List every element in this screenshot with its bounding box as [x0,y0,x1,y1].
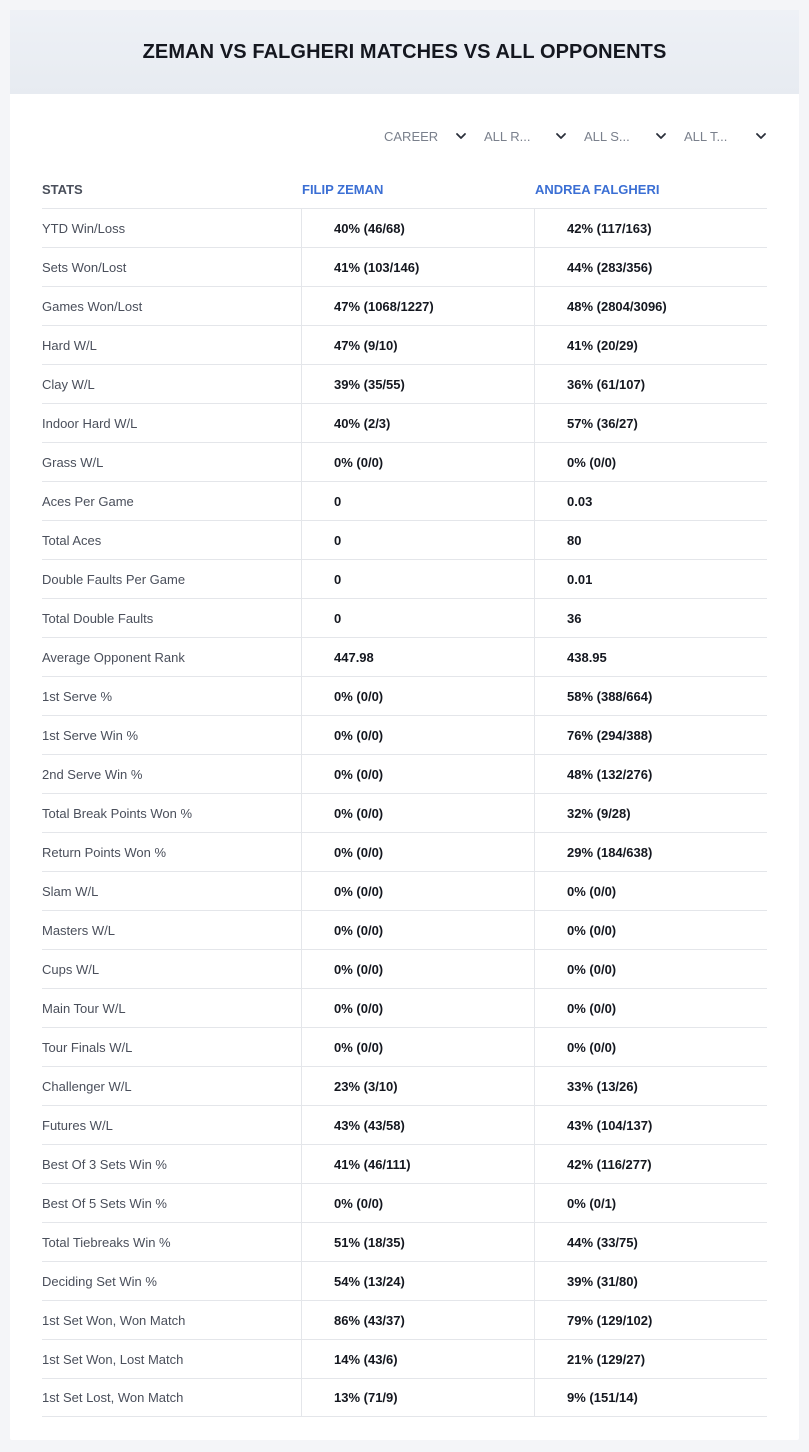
filter-period-value: CAREER [384,128,439,144]
stat-label: Indoor Hard W/L [42,404,302,442]
player1-stat-value: 13% (71/9) [302,1379,535,1416]
stat-label: Best Of 5 Sets Win % [42,1184,302,1222]
player2-stat-value: 0% (0/0) [567,1039,617,1055]
player2-stat-value: 42% (116/277) [567,1156,652,1172]
filter-surface-select[interactable] [574,124,674,148]
stat-label: 1st Set Won, Won Match [42,1301,302,1339]
player1-stat-value: 447.98 [302,638,535,676]
card-header [10,10,799,94]
player1-stat-value: 0% (0/0) [302,443,535,481]
table-row [42,949,767,988]
player2-stat-value: 33% (13/26) [567,1078,638,1094]
stat-label: Total Aces [42,521,302,559]
stat-label: Grass W/L [42,443,302,481]
player2-stat-value: 36 [567,610,582,626]
player2-stat-value: 79% (129/102) [567,1312,653,1328]
table-row [42,247,767,286]
filter-round-value: ALL R... [484,128,531,144]
stat-label: Cups W/L [42,950,302,988]
stat-label: 1st Serve % [42,677,302,715]
stat-label: Main Tour W/L [42,989,302,1027]
player2-stat-value: 0% (0/1) [567,1195,617,1211]
player1-stat-value: 41% (46/111) [302,1145,535,1183]
player2-stat-value: 76% (294/388) [567,727,653,743]
table-row [42,1144,767,1183]
stat-label: Games Won/Lost [42,287,302,325]
player1-stat-value: 0% (0/0) [302,716,535,754]
table-row [42,1027,767,1066]
stat-label: Sets Won/Lost [42,248,302,286]
filter-period-select[interactable] [374,124,474,148]
player2-stat-value: 0% (0/0) [567,961,617,977]
table-row [42,1261,767,1300]
player1-stat-value: 0% (0/0) [302,911,535,949]
stat-label: Return Points Won % [42,833,302,871]
player1-stat-value: 0% (0/0) [302,989,535,1027]
player1-stat-value: 0 [302,482,535,520]
table-row [42,364,767,403]
player2-stat-value: 0.01 [567,571,593,587]
filter-surface-value: ALL S... [584,128,630,144]
player2-stat-value: 36% (61/107) [567,376,646,392]
player2-stat-value: 43% (104/137) [567,1117,653,1133]
table-row [42,637,767,676]
chevron-down-icon [454,129,468,143]
stat-label: Deciding Set Win % [42,1262,302,1300]
player1-stat-value: 0% (0/0) [302,1184,535,1222]
player1-stat-value: 0% (0/0) [302,1028,535,1066]
player2-stat-value: 58% (388/664) [567,688,653,704]
filter-bar [374,124,774,148]
player1-stat-value: 0% (0/0) [302,950,535,988]
player1-stat-value: 40% (2/3) [302,404,535,442]
player2-stat-value: 0% (0/0) [567,454,617,470]
table-row [42,403,767,442]
table-row [42,1066,767,1105]
player2-stat-value: 9% (151/14) [567,1390,638,1405]
table-row [42,559,767,598]
player1-stat-value: 54% (13/24) [302,1262,535,1300]
player1-stat-value: 43% (43/58) [302,1106,535,1144]
player1-link[interactable]: FILIP ZEMAN [302,181,384,197]
table-row [42,286,767,325]
player1-stat-value: 40% (46/68) [302,209,535,247]
stat-label: Aces Per Game [42,482,302,520]
player1-stat-value: 51% (18/35) [302,1223,535,1261]
stat-label: Total Break Points Won % [42,794,302,832]
player2-stat-value: 29% (184/638) [567,844,653,860]
player1-stat-value: 0% (0/0) [302,794,535,832]
player2-stat-value: 0% (0/0) [567,922,617,938]
table-row [42,1222,767,1261]
player1-stat-value: 0% (0/0) [302,833,535,871]
stat-label: 1st Serve Win % [42,716,302,754]
player1-stat-value: 0 [302,560,535,598]
column-header-stats: STATS [42,181,83,197]
table-row [42,520,767,559]
table-row [42,325,767,364]
stat-label: Total Tiebreaks Win % [42,1223,302,1261]
player1-stat-value: 0% (0/0) [302,755,535,793]
table-row [42,1300,767,1339]
stat-label: Double Faults Per Game [42,560,302,598]
stats-table-body [42,208,767,1417]
table-header [42,170,767,208]
player1-stat-value: 41% (103/146) [302,248,535,286]
table-row [42,1339,767,1378]
table-row [42,832,767,871]
table-row [42,442,767,481]
table-row [42,871,767,910]
stat-label: Futures W/L [42,1106,302,1144]
chevron-down-icon [554,129,568,143]
stats-card [10,10,799,1440]
player2-stat-value: 41% (20/29) [567,337,638,353]
filter-tournament-select[interactable] [674,124,774,148]
player2-stat-value: 0% (0/0) [567,883,617,899]
player2-stat-value: 0.03 [567,493,593,509]
player2-stat-value: 21% (129/27) [567,1351,646,1367]
stat-label: 1st Set Lost, Won Match [42,1379,302,1416]
chevron-down-icon [654,129,668,143]
stat-label: Masters W/L [42,911,302,949]
player1-stat-value: 0% (0/0) [302,872,535,910]
table-row [42,715,767,754]
table-row [42,1378,767,1417]
player2-stat-value: 57% (36/27) [567,415,638,431]
table-row [42,1183,767,1222]
player1-stat-value: 86% (43/37) [302,1301,535,1339]
player1-stat-value: 0% (0/0) [302,677,535,715]
player2-stat-value: 438.95 [567,649,607,665]
player1-stat-value: 39% (35/55) [302,365,535,403]
player2-stat-value: 42% (117/163) [567,220,652,236]
table-row [42,676,767,715]
table-row [42,1105,767,1144]
table-row [42,988,767,1027]
table-row [42,208,767,247]
player2-stat-value: 48% (132/276) [567,766,653,782]
player2-stat-value: 0% (0/0) [567,1000,617,1016]
stat-label: 1st Set Won, Lost Match [42,1340,302,1378]
filter-tournament-value: ALL T... [684,128,728,144]
chevron-down-icon [754,129,768,143]
player2-link[interactable]: ANDREA FALGHERI [535,181,660,197]
table-row [42,598,767,637]
player2-stat-value: 44% (283/356) [567,259,653,275]
stat-label: Clay W/L [42,365,302,403]
player1-stat-value: 14% (43/6) [302,1340,535,1378]
stat-label: Slam W/L [42,872,302,910]
stat-label: Best Of 3 Sets Win % [42,1145,302,1183]
page-title: ZEMAN VS FALGHERI MATCHES VS ALL OPPONENTS [142,40,667,63]
stat-label: Challenger W/L [42,1067,302,1105]
table-row [42,481,767,520]
player2-stat-value: 32% (9/28) [567,805,631,821]
player1-stat-value: 0 [302,521,535,559]
player2-stat-value: 48% (2804/3096) [567,298,667,314]
stat-label: Total Double Faults [42,599,302,637]
stat-label: Hard W/L [42,326,302,364]
player2-stat-value: 44% (33/75) [567,1234,638,1250]
stat-label: YTD Win/Loss [42,209,302,247]
player1-stat-value: 0 [302,599,535,637]
player2-stat-value: 39% (31/80) [567,1273,638,1289]
player2-stat-value: 80 [567,532,582,548]
filter-round-select[interactable] [474,124,574,148]
player1-stat-value: 47% (1068/1227) [302,287,535,325]
table-row [42,793,767,832]
stat-label: Average Opponent Rank [42,638,302,676]
stat-label: Tour Finals W/L [42,1028,302,1066]
table-row [42,910,767,949]
player1-stat-value: 47% (9/10) [302,326,535,364]
player1-stat-value: 23% (3/10) [302,1067,535,1105]
table-row [42,754,767,793]
stat-label: 2nd Serve Win % [42,755,302,793]
